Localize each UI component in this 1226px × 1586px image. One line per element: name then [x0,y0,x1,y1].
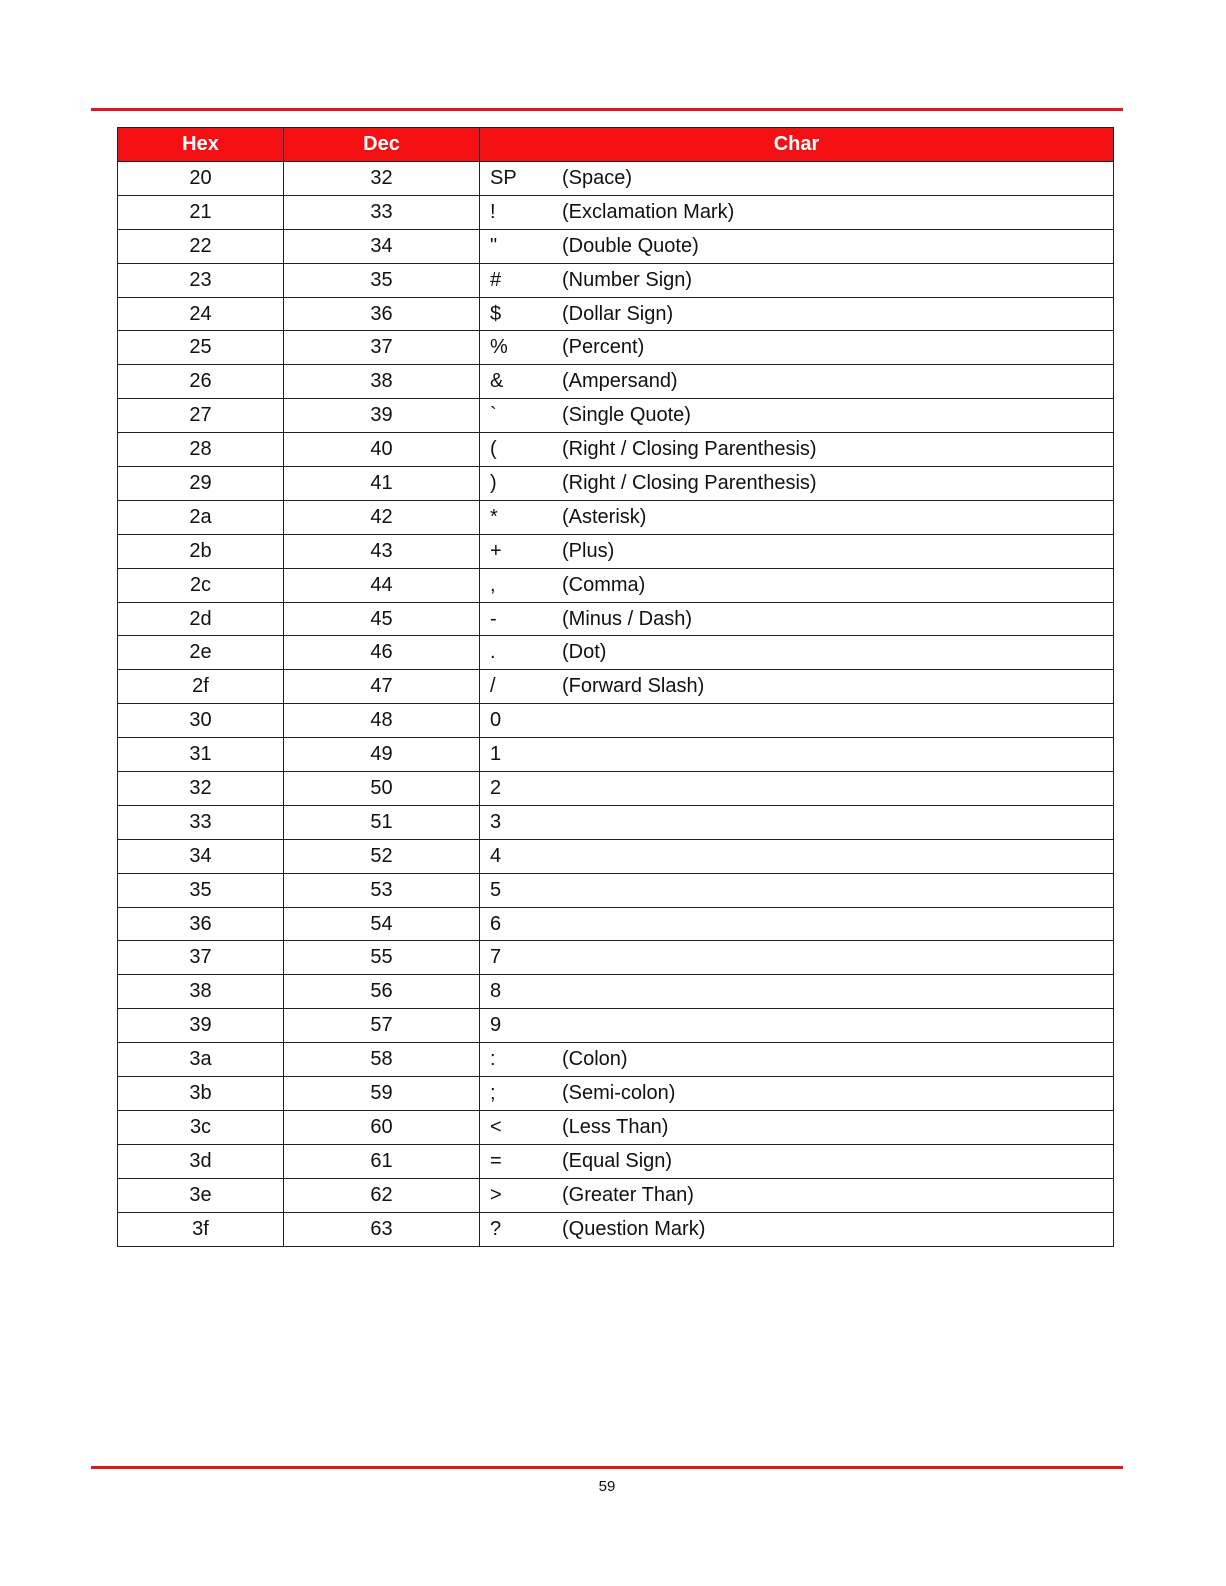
char-cell [480,433,1114,467]
char-description: (Ampersand) [562,370,678,393]
hex-cell: 30 [118,704,284,738]
hex-cell: 2a [118,500,284,534]
char-description: (Colon) [562,1048,628,1071]
hex-cell: 34 [118,839,284,873]
char-symbol: > [490,1183,502,1206]
top-rule [91,108,1123,111]
char-cell [480,941,1114,975]
dec-cell: 50 [284,772,480,806]
hex-cell: 2e [118,636,284,670]
char-cell [480,297,1114,331]
dec-cell: 53 [284,873,480,907]
dec-cell: 42 [284,500,480,534]
table-row [118,907,1114,941]
char-cell [480,636,1114,670]
char-cell [480,568,1114,602]
dec-cell: 59 [284,1077,480,1111]
char-cell [480,195,1114,229]
char-symbol: ! [490,200,496,223]
char-cell [480,534,1114,568]
table-header-row [118,128,1114,162]
table-row [118,263,1114,297]
char-symbol: 1 [490,743,502,766]
dec-cell: 63 [284,1212,480,1246]
char-symbol: & [490,370,504,393]
char-cell [480,331,1114,365]
table-row [118,568,1114,602]
char-symbol: SP [490,166,517,189]
table-row [118,873,1114,907]
char-symbol: , [490,573,496,596]
char-description: (Dot) [562,641,607,664]
char-symbol: ` [490,404,497,427]
dec-cell: 45 [284,602,480,636]
char-symbol: / [490,675,496,698]
dec-cell: 36 [284,297,480,331]
char-cell [480,602,1114,636]
char-description: (Plus) [562,539,615,562]
char-cell [480,975,1114,1009]
dec-cell: 38 [284,365,480,399]
char-cell [480,467,1114,501]
char-symbol: 8 [490,980,502,1003]
char-cell [480,1077,1114,1111]
table-row [118,636,1114,670]
hex-cell: 39 [118,1009,284,1043]
char-symbol: . [490,641,496,664]
char-cell [480,365,1114,399]
table-row [118,1110,1114,1144]
dec-cell: 46 [284,636,480,670]
char-symbol: 2 [490,776,502,799]
char-symbol: : [490,1048,496,1071]
char-description: (Right / Closing Parenthesis) [562,471,817,494]
dec-cell: 48 [284,704,480,738]
table-row [118,1009,1114,1043]
char-symbol: * [490,505,498,528]
char-description: (Number Sign) [562,268,693,291]
char-cell [480,162,1114,196]
dec-cell: 43 [284,534,480,568]
table-row [118,975,1114,1009]
dec-cell: 40 [284,433,480,467]
table-row [118,467,1114,501]
table-row [118,839,1114,873]
table-row [118,433,1114,467]
char-symbol: " [490,234,498,257]
dec-cell: 44 [284,568,480,602]
hex-cell: 3c [118,1110,284,1144]
hex-cell: 38 [118,975,284,1009]
table-row [118,1077,1114,1111]
table-row [118,738,1114,772]
char-cell [480,263,1114,297]
char-description: (Question Mark) [562,1217,706,1240]
char-cell [480,738,1114,772]
hex-cell: 25 [118,331,284,365]
hex-cell: 2c [118,568,284,602]
char-description: (Equal Sign) [562,1149,673,1172]
dec-cell: 56 [284,975,480,1009]
table-row [118,772,1114,806]
table-row [118,805,1114,839]
hex-cell: 22 [118,229,284,263]
hex-cell: 3f [118,1212,284,1246]
char-symbol: $ [490,302,502,325]
table-row [118,1144,1114,1178]
hex-cell: 2f [118,670,284,704]
dec-cell: 58 [284,1043,480,1077]
char-description: (Right / Closing Parenthesis) [562,438,817,461]
table-row [118,1212,1114,1246]
hex-cell: 20 [118,162,284,196]
hex-cell: 2d [118,602,284,636]
char-symbol: ; [490,1081,496,1104]
char-cell [480,229,1114,263]
hex-cell: 23 [118,263,284,297]
hex-cell: 21 [118,195,284,229]
char-symbol: = [490,1149,502,1172]
dec-cell: 62 [284,1178,480,1212]
char-symbol: 3 [490,810,502,833]
char-symbol: ( [490,438,497,461]
dec-cell: 51 [284,805,480,839]
char-cell [480,1144,1114,1178]
table-row [118,399,1114,433]
dec-cell: 60 [284,1110,480,1144]
char-symbol: < [490,1115,502,1138]
table-row [118,1178,1114,1212]
table-row [118,297,1114,331]
header-dec: Dec [284,128,480,162]
char-description: (Dollar Sign) [562,302,674,325]
table-row [118,229,1114,263]
dec-cell: 41 [284,467,480,501]
header-hex: Hex [118,128,284,162]
hex-cell: 26 [118,365,284,399]
char-symbol: 7 [490,946,502,969]
hex-cell: 24 [118,297,284,331]
hex-cell: 35 [118,873,284,907]
dec-cell: 52 [284,839,480,873]
char-symbol: # [490,268,502,291]
dec-cell: 57 [284,1009,480,1043]
char-symbol: ? [490,1217,502,1240]
dec-cell: 54 [284,907,480,941]
bottom-rule [91,1466,1123,1469]
table-body [118,162,1114,1247]
dec-cell: 39 [284,399,480,433]
char-symbol: ) [490,471,497,494]
char-symbol: + [490,539,502,562]
char-cell [480,907,1114,941]
char-description: (Less Than) [562,1115,669,1138]
char-description: (Minus / Dash) [562,607,693,630]
hex-cell: 3e [118,1178,284,1212]
table-row [118,534,1114,568]
char-cell [480,1009,1114,1043]
dec-cell: 37 [284,331,480,365]
char-symbol: 9 [490,1014,502,1037]
table-row [118,1043,1114,1077]
char-cell [480,1110,1114,1144]
hex-cell: 28 [118,433,284,467]
char-cell [480,873,1114,907]
char-cell [480,1178,1114,1212]
dec-cell: 61 [284,1144,480,1178]
hex-cell: 3a [118,1043,284,1077]
char-symbol: - [490,607,497,630]
char-description: (Greater Than) [562,1183,694,1206]
page-number: 59 [598,1478,616,1495]
char-cell [480,1043,1114,1077]
char-description: (Asterisk) [562,505,647,528]
char-symbol: 0 [490,709,502,732]
table-row [118,941,1114,975]
char-cell [480,399,1114,433]
hex-cell: 33 [118,805,284,839]
char-cell [480,704,1114,738]
char-description: (Space) [562,166,633,189]
hex-cell: 37 [118,941,284,975]
char-symbol: 4 [490,844,502,867]
char-cell [480,772,1114,806]
char-description: (Forward Slash) [562,675,705,698]
hex-cell: 2b [118,534,284,568]
hex-cell: 27 [118,399,284,433]
table-row [118,670,1114,704]
hex-cell: 3d [118,1144,284,1178]
dec-cell: 33 [284,195,480,229]
dec-cell: 35 [284,263,480,297]
dec-cell: 34 [284,229,480,263]
char-symbol: % [490,336,508,359]
dec-cell: 55 [284,941,480,975]
char-symbol: 5 [490,878,502,901]
dec-cell: 32 [284,162,480,196]
table-row [118,195,1114,229]
table-row [118,602,1114,636]
dec-cell: 49 [284,738,480,772]
char-description: (Percent) [562,336,645,359]
char-cell [480,839,1114,873]
table-row [118,500,1114,534]
char-description: (Exclamation Mark) [562,200,735,223]
char-cell [480,500,1114,534]
hex-cell: 36 [118,907,284,941]
table-row [118,704,1114,738]
ascii-table [117,127,1114,1247]
dec-cell: 47 [284,670,480,704]
hex-cell: 3b [118,1077,284,1111]
char-description: (Single Quote) [562,404,691,427]
char-symbol: 6 [490,912,502,935]
char-cell [480,670,1114,704]
table-row [118,162,1114,196]
header-char: Char [480,128,1114,162]
table-row [118,365,1114,399]
hex-cell: 29 [118,467,284,501]
char-cell [480,805,1114,839]
char-description: (Comma) [562,573,646,596]
char-cell [480,1212,1114,1246]
table-row [118,331,1114,365]
hex-cell: 31 [118,738,284,772]
char-description: (Double Quote) [562,234,699,257]
hex-cell: 32 [118,772,284,806]
char-description: (Semi-colon) [562,1081,676,1104]
